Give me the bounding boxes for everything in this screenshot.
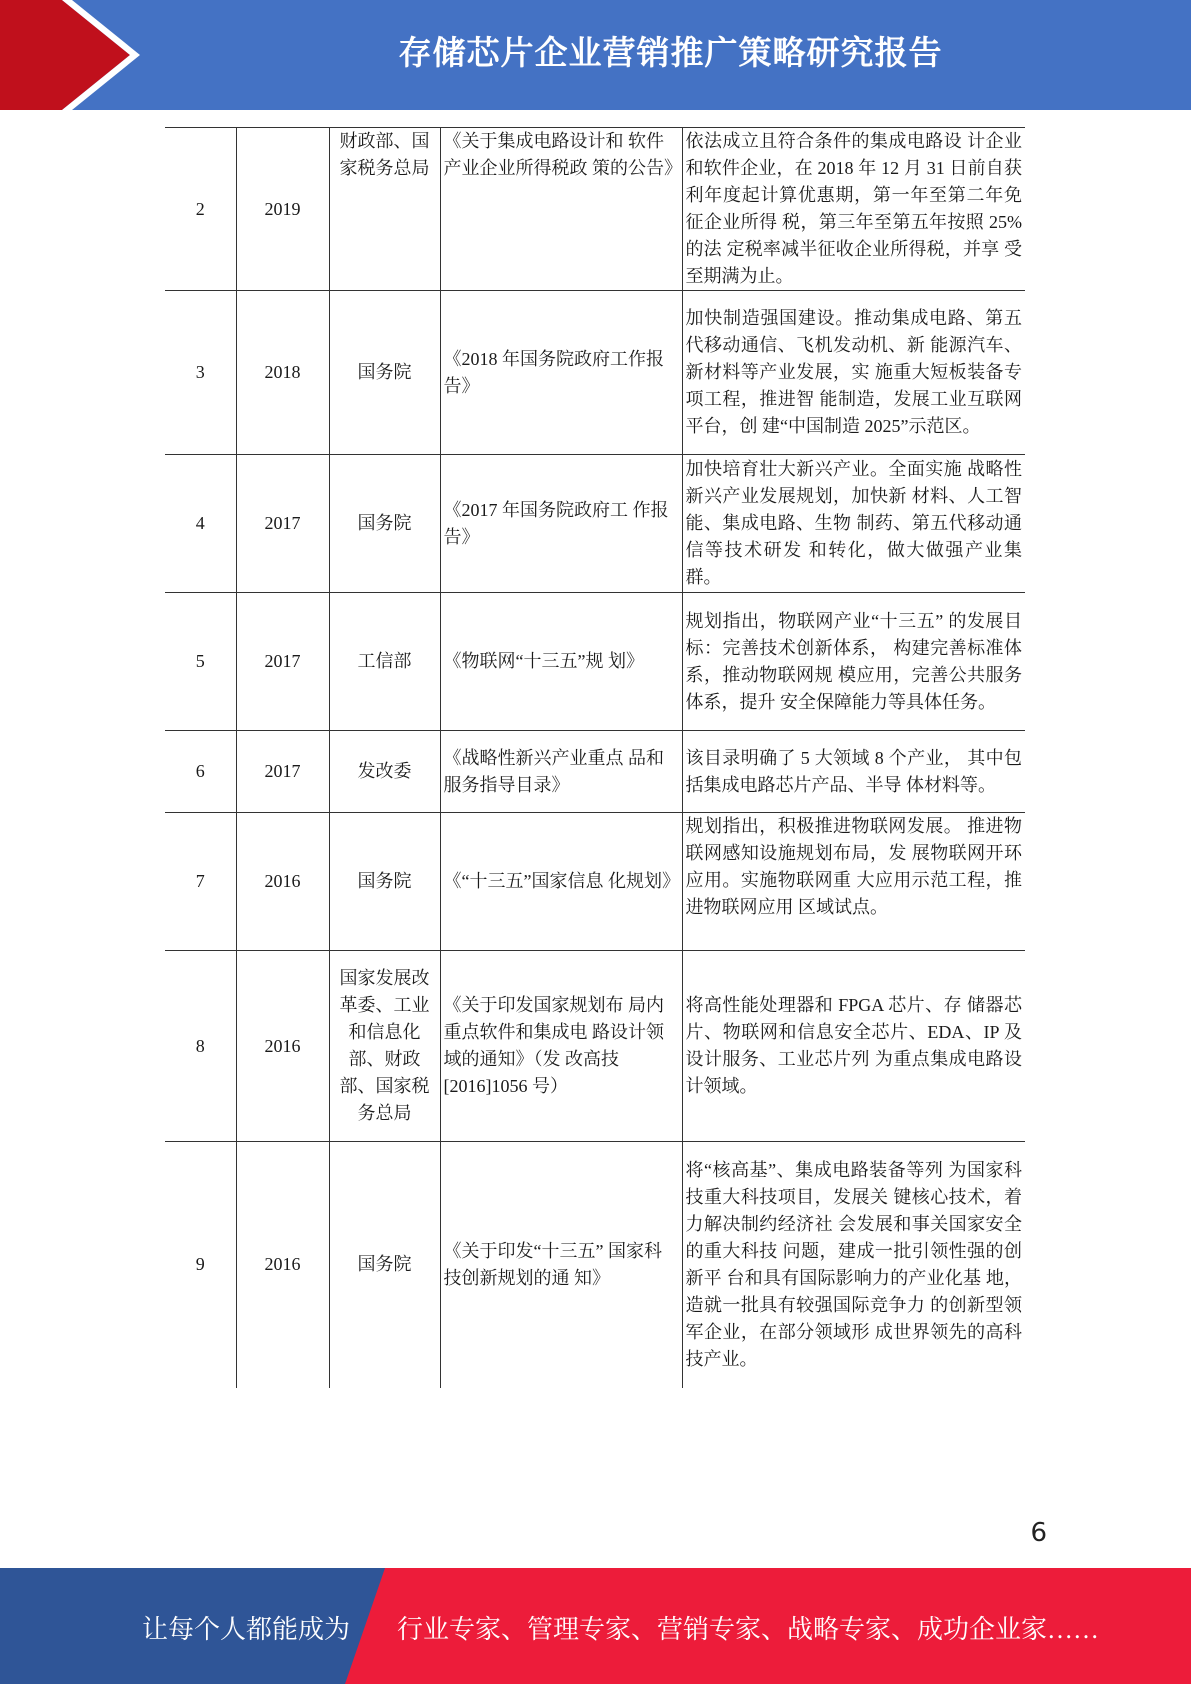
table-row bbox=[165, 731, 1025, 813]
row-department: 国家发展改革委、工业和信息化部、财政部、国家税务总局 bbox=[329, 951, 440, 1142]
page-header bbox=[0, 0, 1191, 110]
row-content: 该目录明确了 5 大领域 8 个产业， 其中包括集成电路芯片产品、半导 体材料等。 bbox=[682, 731, 1025, 813]
row-document: 《关于印发“十三五” 国家科技创新规划的通 知》 bbox=[440, 1142, 682, 1388]
report-title: 存储芯片企业营销推广策略研究报告 bbox=[398, 33, 943, 72]
row-number: 3 bbox=[165, 291, 236, 455]
row-document: 《战略性新兴产业重点 品和服务指导目录》 bbox=[440, 731, 682, 813]
row-document: 《物联网“十三五”规 划》 bbox=[440, 593, 682, 731]
table-row bbox=[165, 593, 1025, 731]
header-chevron-icon bbox=[0, 0, 160, 110]
table-row bbox=[165, 1142, 1025, 1388]
page-footer bbox=[0, 1568, 1191, 1684]
row-document: 《“十三五”国家信息 化规划》 bbox=[440, 813, 682, 951]
row-year: 2019 bbox=[236, 128, 329, 291]
row-number: 2 bbox=[165, 128, 236, 291]
row-year: 2016 bbox=[236, 951, 329, 1142]
table-row bbox=[165, 813, 1025, 951]
row-year: 2016 bbox=[236, 813, 329, 951]
table-row bbox=[165, 128, 1025, 291]
row-document: 《2017 年国务院政府工 作报告》 bbox=[440, 455, 682, 593]
row-content: 将“核高基”、集成电路装备等列 为国家科技重大科技项目，发展关 键核心技术，着力解决制约经济社 会发展和事关国家安全的重大科技 问题，建成一批引领性强的创新平 台和具有国际影响力的产业化基 地，造就一批具有较强国际竞争力 的创新型领军企业，在部分领域形 成世界领先的高科技产业。 bbox=[682, 1142, 1025, 1388]
row-department: 国务院 bbox=[329, 813, 440, 951]
row-content: 加快培育壮大新兴产业。全面实施 战略性新兴产业发展规划，加快新 材料、人工智能、集成电路、生物 制药、第五代移动通信等技术研发 和转化，做大做强产业集群。 bbox=[682, 455, 1025, 593]
row-document: 《关于印发国家规划布 局内重点软件和集成电 路设计领域的通知》（发 改高技[2016]1056 号） bbox=[440, 951, 682, 1142]
row-number: 8 bbox=[165, 951, 236, 1142]
row-department: 财政部、国家税务总局 bbox=[329, 128, 440, 291]
row-content: 将高性能处理器和 FPGA 芯片、存 储器芯片、物联网和信息安全芯片、EDA、IP 及设计服务、工业芯片列 为重点集成电路设计领域。 bbox=[682, 951, 1025, 1142]
row-year: 2016 bbox=[236, 1142, 329, 1388]
row-year: 2017 bbox=[236, 731, 329, 813]
row-number: 6 bbox=[165, 731, 236, 813]
row-content: 规划指出，物联网产业“十三五” 的发展目标：完善技术创新体系， 构建完善标准体系，推动物联网规 模应用，完善公共服务体系，提升 安全保障能力等具体任务。 bbox=[682, 593, 1025, 731]
row-year: 2017 bbox=[236, 455, 329, 593]
table-row bbox=[165, 951, 1025, 1142]
footer-slogan-left: 让每个人都能成为 bbox=[142, 1615, 351, 1644]
row-department: 发改委 bbox=[329, 731, 440, 813]
footer-slogan-right: 行业专家、管理专家、营销专家、战略专家、成功企业家…… bbox=[397, 1615, 1100, 1644]
row-content: 规划指出，积极推进物联网发展。 推进物联网感知设施规划布局，发 展物联网开环应用。实施物联网重 大应用示范工程，推进物联网应用 区域试点。 bbox=[682, 813, 1025, 951]
row-document: 《关于集成电路设计和 软件产业企业所得税政 策的公告》 bbox=[440, 128, 682, 291]
policy-table bbox=[165, 127, 1025, 1388]
table-row bbox=[165, 291, 1025, 455]
row-year: 2017 bbox=[236, 593, 329, 731]
row-content: 加快制造强国建设。推动集成电路、第五代移动通信、飞机发动机、新 能源汽车、新材料等产业发展，实 施重大短板装备专项工程，推进智 能制造，发展工业互联网平台，创 建“中国制造 2025”示范区。 bbox=[682, 291, 1025, 455]
row-number: 5 bbox=[165, 593, 236, 731]
row-number: 9 bbox=[195, 1254, 205, 1275]
row-document: 《2018 年国务院政府工作报告》 bbox=[440, 291, 682, 455]
row-department: 国务院 bbox=[329, 455, 440, 593]
row-content: 依法成立且符合条件的集成电路设 计企业和软件企业，在 2018 年 12 月 31 日前自获利年度起计算优惠期，第一年至第二年免征企业所得 税，第三年至第五年按照 25%的法 定税率减半征收企业所得税，并享 受至期满为止。 bbox=[682, 128, 1025, 291]
row-department: 国务院 bbox=[329, 1142, 440, 1388]
row-year: 2018 bbox=[236, 291, 329, 455]
row-number: 4 bbox=[165, 455, 236, 593]
row-number: 7 bbox=[165, 813, 236, 951]
page-number: 6 bbox=[1030, 1518, 1047, 1548]
row-department: 国务院 bbox=[329, 291, 440, 455]
table-row bbox=[165, 455, 1025, 593]
row-department: 工信部 bbox=[329, 593, 440, 731]
